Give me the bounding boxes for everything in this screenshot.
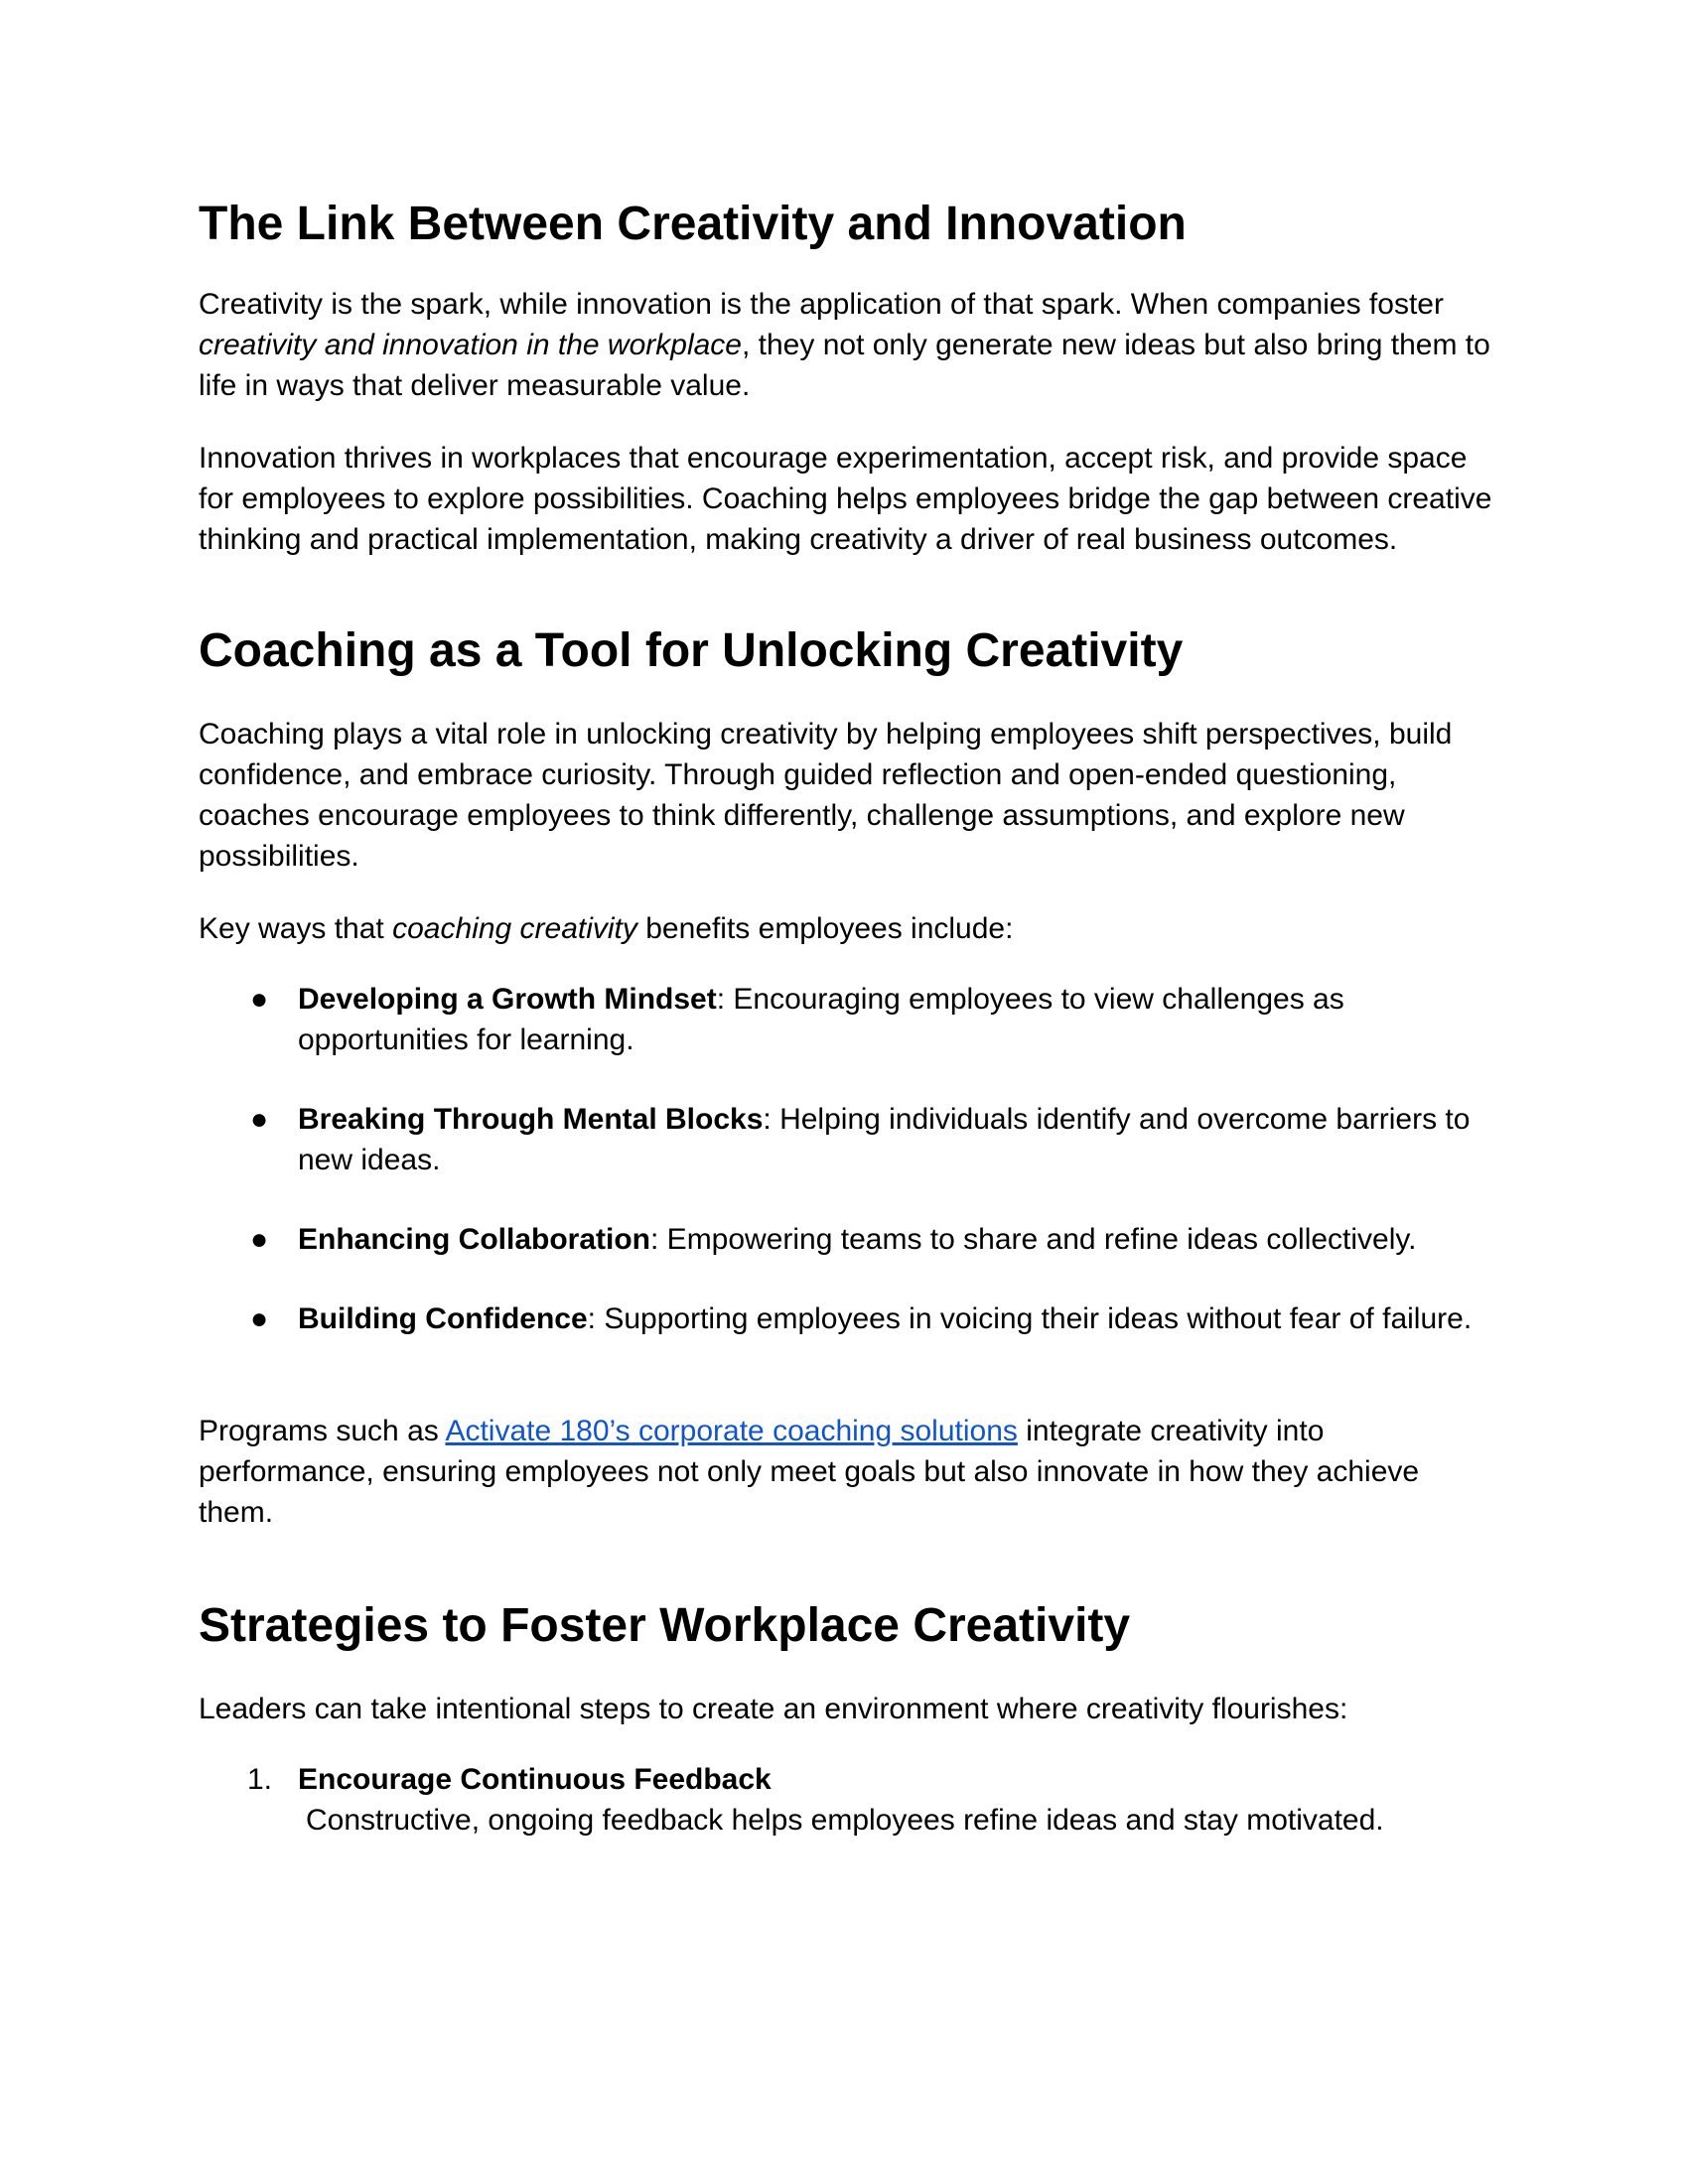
section-heading-strategies: Strategies to Foster Workplace Creativity: [199, 1599, 1131, 1652]
paragraph-creativity-spark: [199, 284, 1499, 406]
document-page: [199, 195, 1499, 1841]
list-item-text: : Empowering teams to share and refine ideas collectively.: [650, 1223, 1417, 1256]
list-item: [199, 1298, 1499, 1339]
bullet-icon: ●: [250, 1302, 269, 1335]
paragraph-text: integrate creativity into performance, ensuring employees not only meet goals but also innovate in how they achieve them.: [199, 1415, 1420, 1529]
strategies-numbered-list: [199, 1759, 1499, 1841]
paragraph-text: benefits employees include:: [636, 912, 1014, 945]
list-item-title: Developing a Growth Mindset: [298, 983, 717, 1016]
section-heading-coaching-tool: Coaching as a Tool for Unlocking Creativity: [199, 624, 1184, 677]
bullet-icon: ●: [250, 983, 269, 1016]
emphasis-text: coaching creativity: [392, 912, 637, 945]
list-item: [199, 1219, 1499, 1260]
list-item-title: Building Confidence: [298, 1302, 588, 1335]
emphasis-text: creativity and innovation in the workplace: [199, 329, 742, 361]
list-item-title: Breaking Through Mental Blocks: [298, 1103, 764, 1136]
paragraph-text: , they not only generate new ideas but also bring them to life in ways that deliver measurable value.: [199, 329, 1490, 402]
list-item: [199, 1759, 1499, 1841]
list-item: [199, 1099, 1499, 1180]
paragraph-leaders-intro: Leaders can take intentional steps to create an environment where creativity flourishes:: [199, 1693, 1348, 1725]
paragraph-text: Key ways that: [199, 912, 393, 945]
bullet-icon: ●: [250, 1103, 269, 1136]
list-item-description: Constructive, ongoing feedback helps employees refine ideas and stay motivated.: [306, 1804, 1384, 1837]
section-heading-creativity-innovation: The Link Between Creativity and Innovation: [199, 198, 1187, 250]
bullet-icon: ●: [250, 1223, 269, 1256]
paragraph-programs: [199, 1411, 1499, 1533]
activate180-coaching-link[interactable]: Activate 180’s corporate coaching solutions: [445, 1415, 1018, 1447]
paragraph-text: Programs such as: [199, 1415, 446, 1447]
benefits-bullet-list: [199, 979, 1499, 1339]
list-item: [199, 979, 1499, 1060]
paragraph-coaching-role: Coaching plays a vital role in unlocking creativity by helping employees shift perspectives, build confidence, and embrace curiosity. Through guided reflection and open-ended questioning, coaches encourage employees to think differently, challenge assumptions, and explore new possibilities.: [199, 718, 1453, 873]
list-item-title: Enhancing Collaboration: [298, 1223, 651, 1256]
list-item-text: : Encouraging employees to view challenges as opportunities for learning.: [298, 983, 1344, 1056]
list-item-title: Encourage Continuous Feedback: [298, 1763, 772, 1796]
list-number: 1.: [247, 1763, 273, 1796]
paragraph-text: Creativity is the spark, while innovation is the application of that spark. When companies foster: [199, 288, 1444, 321]
list-item-text: : Helping individuals identify and overcome barriers to new ideas.: [298, 1103, 1471, 1176]
paragraph-innovation-thrives: Innovation thrives in workplaces that encourage experimentation, accept risk, and provide space for employees to explore possibilities. Coaching helps employees bridge the gap between creative thinking and practical implementation, making creativity a driver of real business outcomes.: [199, 442, 1492, 556]
list-item-text: : Supporting employees in voicing their ideas without fear of failure.: [587, 1302, 1473, 1335]
paragraph-key-ways: [199, 908, 1499, 949]
